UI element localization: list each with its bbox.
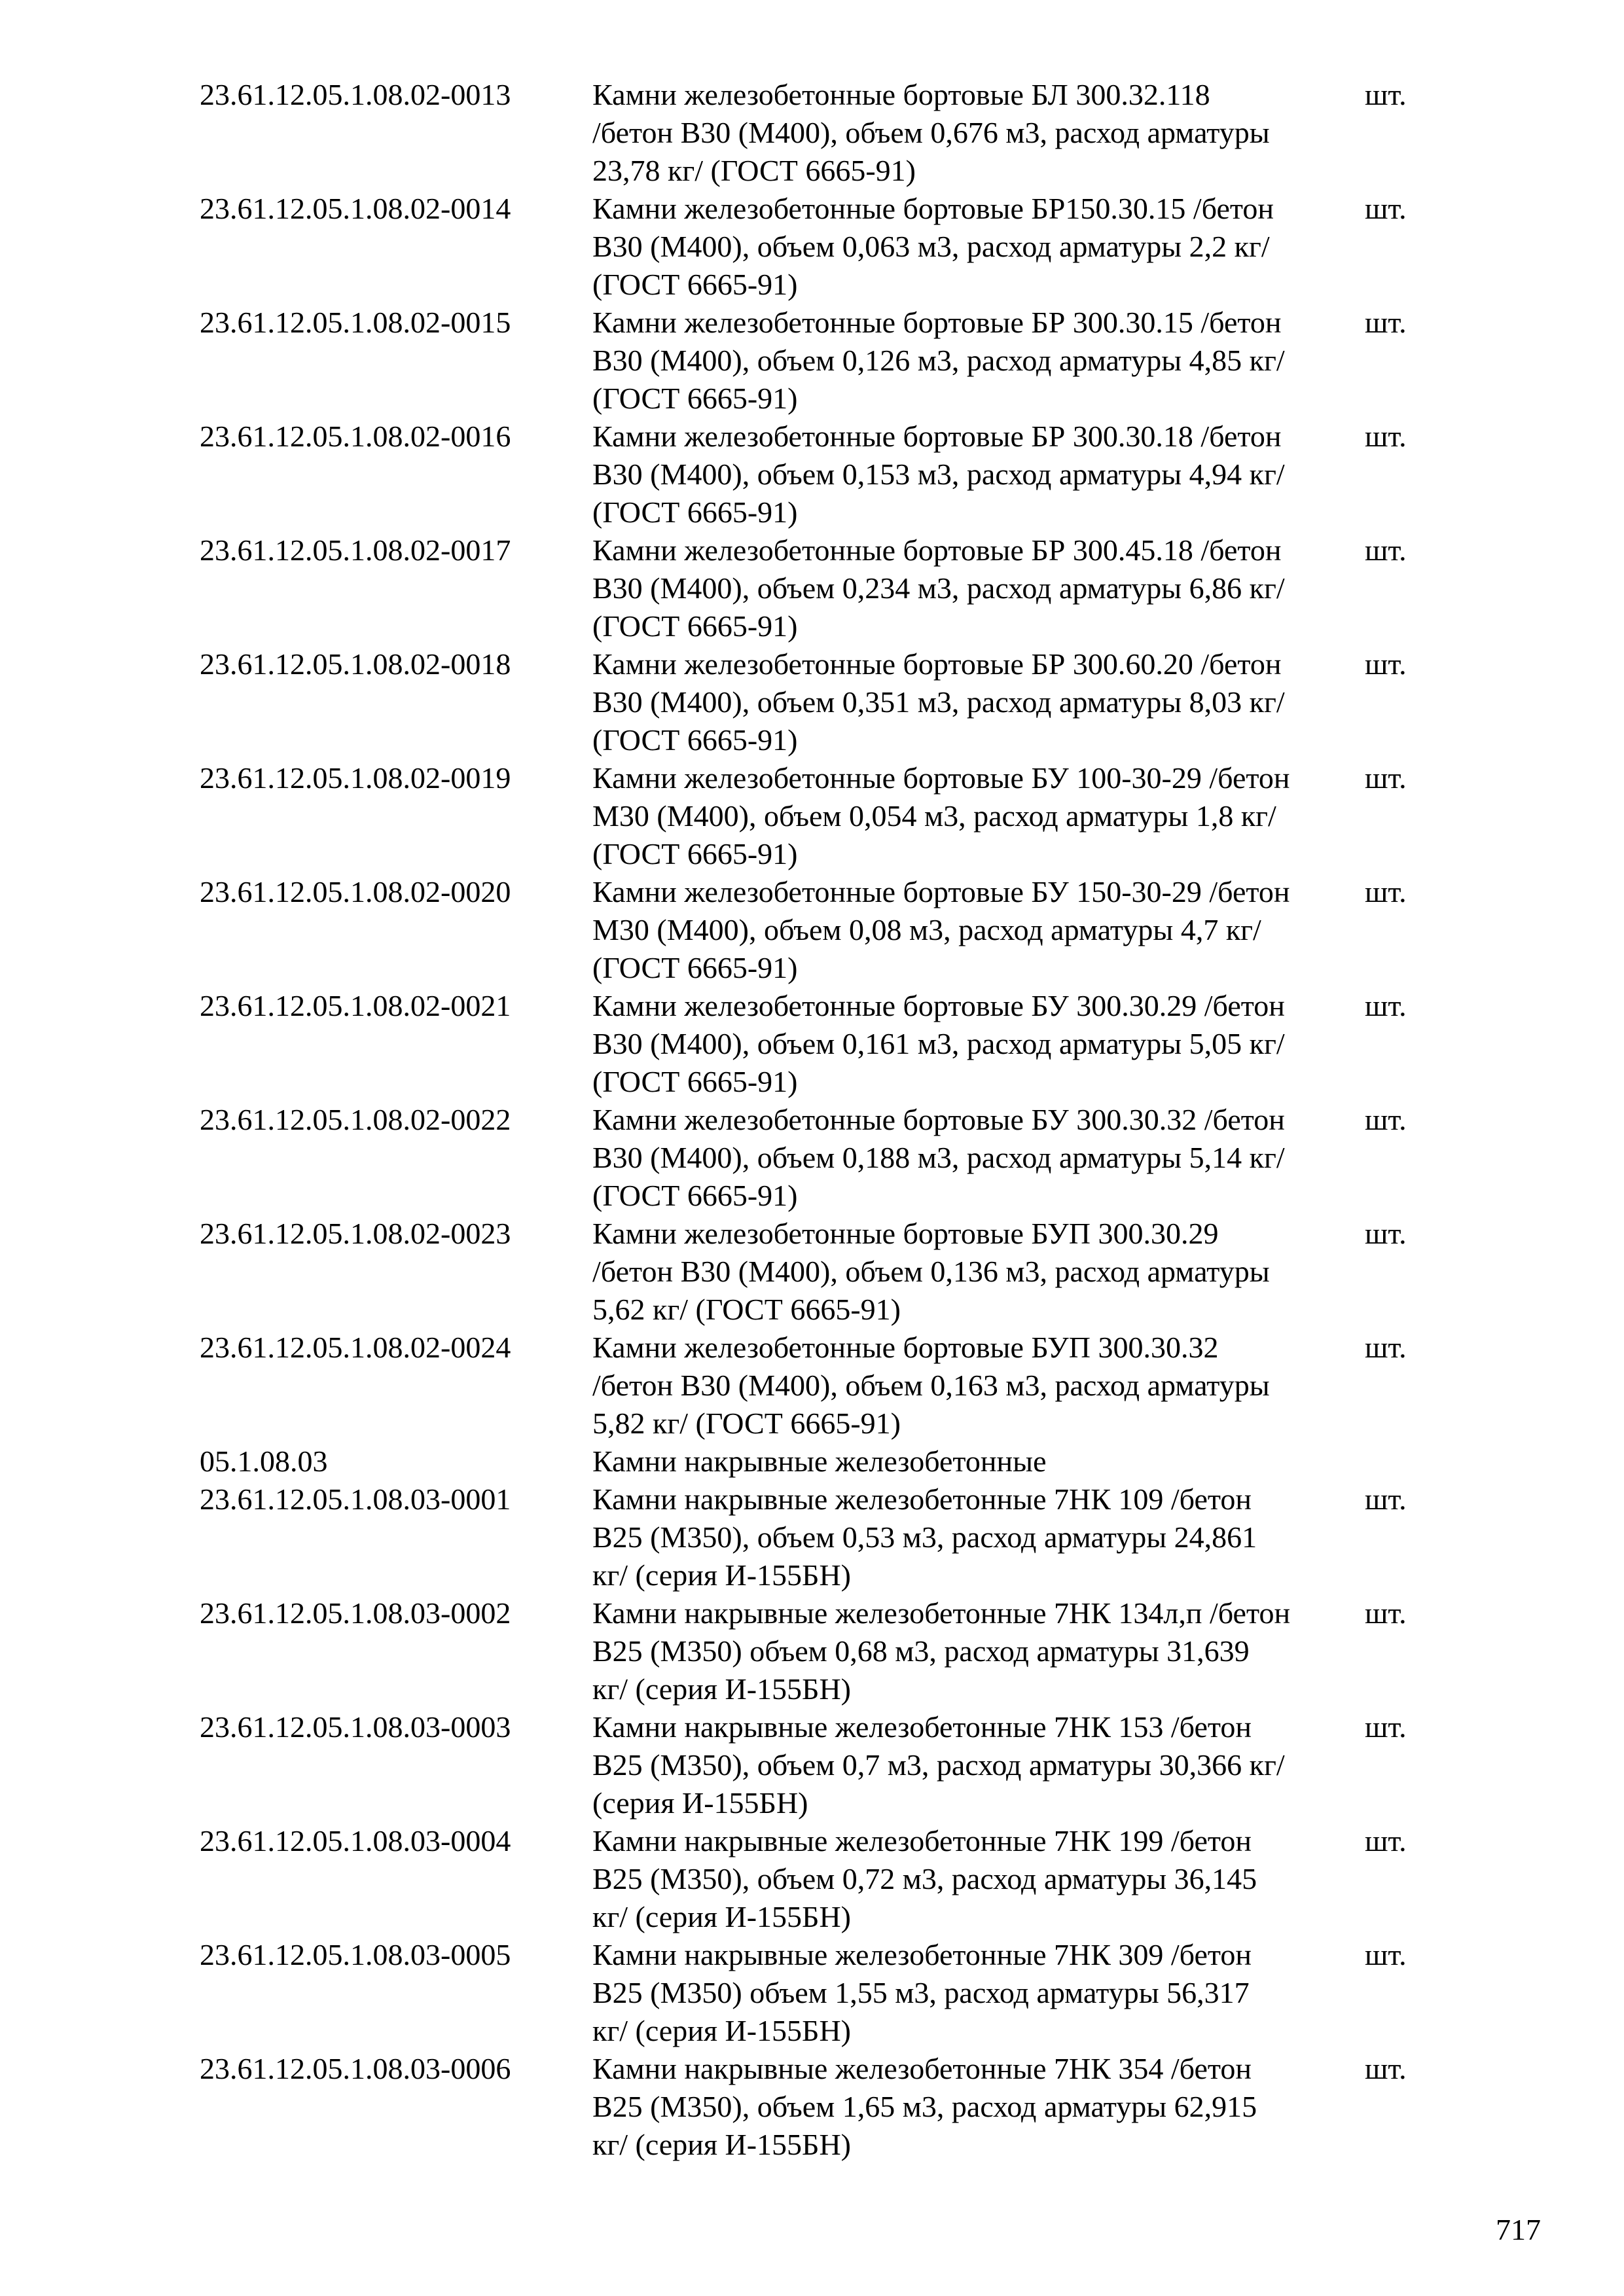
item-code: 23.61.12.05.1.08.02-0017: [200, 533, 511, 567]
item-unit: шт.: [1365, 1217, 1407, 1250]
item-unit: шт.: [1365, 533, 1407, 567]
table-row: [200, 987, 1443, 1101]
item-unit: шт.: [1365, 420, 1407, 453]
item-code: 23.61.12.05.1.08.03-0005: [200, 1938, 511, 1971]
table-row: [200, 1215, 1443, 1329]
table-row: [200, 531, 1443, 645]
price-list-table: [200, 76, 1443, 2164]
item-unit: шт.: [1365, 192, 1407, 225]
item-code: 23.61.12.05.1.08.03-0001: [200, 1482, 511, 1516]
item-code: 23.61.12.05.1.08.02-0024: [200, 1331, 511, 1364]
item-description: Камни накрывные железобетонные 7НК 153 /бетон В25 (М350), объем 0,7 м3, расход арматуры 30,366 кг/ (серия И-155БН): [592, 1710, 1285, 1820]
table-row: [200, 1101, 1443, 1215]
item-unit: шт.: [1365, 875, 1407, 908]
item-unit: шт.: [1365, 1710, 1407, 1744]
item-description: Камни накрывные железобетонные 7НК 134л,п /бетон В25 (М350) объем 0,68 м3, расход арматуры 31,639 кг/ (серия И-155БН): [592, 1596, 1291, 1706]
item-code: 23.61.12.05.1.08.02-0015: [200, 306, 511, 339]
table-row: [200, 1480, 1443, 1594]
item-unit: шт.: [1365, 1331, 1407, 1364]
item-code: 23.61.12.05.1.08.03-0006: [200, 2052, 511, 2085]
item-unit: шт.: [1365, 1596, 1407, 1630]
item-description: Камни железобетонные бортовые БР 300.60.20 /бетон В30 (М400), объем 0,351 м3, расход арматуры 8,03 кг/ (ГОСТ 6665-91): [592, 647, 1285, 757]
table-row: [200, 873, 1443, 987]
table-row: [200, 76, 1443, 190]
item-unit: шт.: [1365, 306, 1407, 339]
table-row: [200, 304, 1443, 418]
item-unit: шт.: [1365, 647, 1407, 681]
item-description: Камни накрывные железобетонные 7НК 199 /бетон В25 (М350), объем 0,72 м3, расход арматуры 36,145 кг/ (серия И-155БН): [592, 1824, 1257, 1933]
item-code: 23.61.12.05.1.08.02-0014: [200, 192, 511, 225]
item-unit: шт.: [1365, 78, 1407, 111]
page-number: 717: [1496, 2213, 1541, 2246]
item-description: Камни железобетонные бортовые БР 300.45.18 /бетон В30 (М400), объем 0,234 м3, расход арматуры 6,86 кг/ (ГОСТ 6665-91): [592, 533, 1285, 643]
item-code: 23.61.12.05.1.08.02-0021: [200, 989, 511, 1022]
item-code: 23.61.12.05.1.08.02-0019: [200, 761, 511, 795]
item-unit: шт.: [1365, 761, 1407, 795]
table-row: [200, 1708, 1443, 1822]
item-description: Камни железобетонные бортовые БЛ 300.32.118 /бетон В30 (М400), объем 0,676 м3, расход арматуры 23,78 кг/ (ГОСТ 6665-91): [592, 78, 1270, 187]
item-code: 23.61.12.05.1.08.02-0023: [200, 1217, 511, 1250]
table-row: [200, 2050, 1443, 2164]
item-description: Камни железобетонные бортовые БУ 150-30-29 /бетон М30 (М400), объем 0,08 м3, расход арматуры 4,7 кг/ (ГОСТ 6665-91): [592, 875, 1290, 984]
table-row: [200, 1822, 1443, 1936]
item-description: Камни накрывные железобетонные 7НК 309 /бетон В25 (М350) объем 1,55 м3, расход арматуры 56,317 кг/ (серия И-155БН): [592, 1938, 1252, 2047]
item-code: 23.61.12.05.1.08.03-0003: [200, 1710, 511, 1744]
item-description: Камни железобетонные бортовые БУП 300.30.32 /бетон В30 (М400), объем 0,163 м3, расход арматуры 5,82 кг/ (ГОСТ 6665-91): [592, 1331, 1270, 1440]
item-unit: шт.: [1365, 1482, 1407, 1516]
table-row: [200, 759, 1443, 873]
item-description: Камни железобетонные бортовые БУ 300.30.32 /бетон В30 (М400), объем 0,188 м3, расход арматуры 5,14 кг/ (ГОСТ 6665-91): [592, 1103, 1285, 1212]
section-heading-row: [200, 1443, 1443, 1480]
section-title: Камни накрывные железобетонные: [592, 1444, 1047, 1478]
item-description: Камни железобетонные бортовые БР 300.30.18 /бетон В30 (М400), объем 0,153 м3, расход арматуры 4,94 кг/ (ГОСТ 6665-91): [592, 420, 1285, 529]
table-row: [200, 190, 1443, 304]
item-code: 23.61.12.05.1.08.03-0004: [200, 1824, 511, 1857]
item-code: 23.61.12.05.1.08.02-0018: [200, 647, 511, 681]
item-unit: шт.: [1365, 989, 1407, 1022]
table-row: [200, 418, 1443, 531]
item-unit: шт.: [1365, 1938, 1407, 1971]
item-description: Камни железобетонные бортовые БР150.30.15 /бетон В30 (М400), объем 0,063 м3, расход арматуры 2,2 кг/ (ГОСТ 6665-91): [592, 192, 1274, 301]
item-unit: шт.: [1365, 2052, 1407, 2085]
item-description: Камни железобетонные бортовые БУ 100-30-29 /бетон М30 (М400), объем 0,054 м3, расход арматуры 1,8 кг/ (ГОСТ 6665-91): [592, 761, 1290, 870]
section-code: 05.1.08.03: [200, 1444, 328, 1478]
item-description: Камни железобетонные бортовые БР 300.30.15 /бетон В30 (М400), объем 0,126 м3, расход арматуры 4,85 кг/ (ГОСТ 6665-91): [592, 306, 1285, 415]
item-code: 23.61.12.05.1.08.02-0013: [200, 78, 511, 111]
table-row: [200, 645, 1443, 759]
item-code: 23.61.12.05.1.08.03-0002: [200, 1596, 511, 1630]
item-description: Камни железобетонные бортовые БУ 300.30.29 /бетон В30 (М400), объем 0,161 м3, расход арматуры 5,05 кг/ (ГОСТ 6665-91): [592, 989, 1285, 1098]
item-unit: шт.: [1365, 1824, 1407, 1857]
item-code: 23.61.12.05.1.08.02-0016: [200, 420, 511, 453]
item-code: 23.61.12.05.1.08.02-0022: [200, 1103, 511, 1136]
table-row: [200, 1936, 1443, 2050]
table-row: [200, 1329, 1443, 1443]
item-description: Камни накрывные железобетонные 7НК 354 /бетон В25 (М350), объем 1,65 м3, расход арматуры 62,915 кг/ (серия И-155БН): [592, 2052, 1257, 2161]
item-code: 23.61.12.05.1.08.02-0020: [200, 875, 511, 908]
item-description: Камни накрывные железобетонные 7НК 109 /бетон В25 (М350), объем 0,53 м3, расход арматуры 24,861 кг/ (серия И-155БН): [592, 1482, 1257, 1592]
table-row: [200, 1594, 1443, 1708]
item-unit: шт.: [1365, 1103, 1407, 1136]
item-description: Камни железобетонные бортовые БУП 300.30.29 /бетон В30 (М400), объем 0,136 м3, расход арматуры 5,62 кг/ (ГОСТ 6665-91): [592, 1217, 1270, 1326]
